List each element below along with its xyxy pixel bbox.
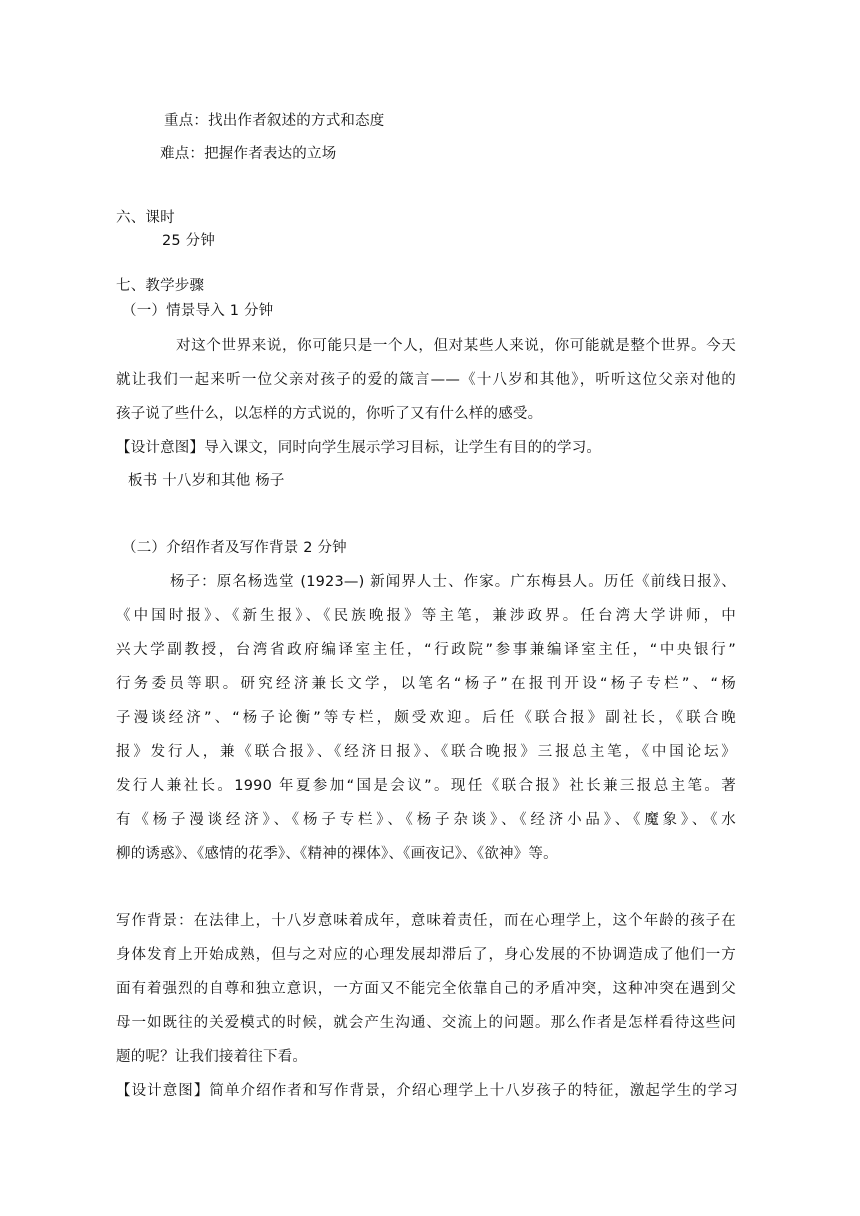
section-heading-class-hours: 六、课时 [116, 210, 175, 226]
author-paragraph-line: 行务委员等职。研究经济兼长文学，以笔名“杨子”在报刊开设“杨子专栏”、“杨 [116, 676, 736, 692]
author-paragraph-line: 发行人兼社长。1990 年夏参加“国是会议”。现任《联合报》社长兼三报总主笔。著 [116, 778, 736, 794]
subsection-intro: （一）情景导入 1 分钟 [122, 303, 274, 319]
author-paragraph-line: 兴大学副教授，台湾省政府编译室主任，“行政院”参事兼编译室主任，“中央银行” [116, 642, 736, 658]
design-intent-2: 【设计意图】简单介绍作者和写作背景，介绍心理学上十八岁孩子的特征，激起学生的学习 [116, 1083, 738, 1099]
background-paragraph-line: 身体发育上开始成熟，但与之对应的心理发展却滞后了，身心发展的不协调造成了他们一方 [116, 947, 736, 963]
difficulty-point: 难点：把握作者表达的立场 [160, 146, 337, 162]
author-paragraph-line: 子漫谈经济”、“杨子论衡”等专栏，颇受欢迎。后任《联合报》副社长，《联合晚 [116, 710, 736, 726]
background-paragraph-line: 母一如既往的关爱模式的时候，就会产生沟通、交流上的问题。那么作者是怎样看待这些问 [116, 1015, 736, 1031]
key-point: 重点：找出作者叙述的方式和态度 [164, 113, 385, 129]
intro-paragraph-line: 对这个世界来说，你可能只是一个人，但对某些人来说，你可能就是整个世界。今天 [176, 338, 736, 354]
subsection-author-background: （二）介绍作者及写作背景 2 分钟 [122, 540, 347, 556]
class-hours-value: 25 分钟 [162, 233, 216, 249]
background-paragraph-line: 面有着强烈的自尊和独立意识，一方面又不能完全依靠自己的矛盾冲突，这种冲突在遇到父 [116, 981, 736, 997]
blackboard-note: 板书 十八岁和其他 杨子 [128, 473, 285, 489]
background-paragraph-line: 题的呢？让我们接着往下看。 [116, 1049, 308, 1065]
intro-paragraph-line: 就让我们一起来听一位父亲对孩子的爱的箴言——《十八岁和其他》，听听这位父亲对他的 [116, 372, 736, 388]
background-paragraph-line: 写作背景：在法律上，十八岁意味着成年，意味着责任，而在心理学上，这个年龄的孩子在 [116, 913, 736, 929]
author-paragraph-line: 有《杨子漫谈经济》、《杨子专栏》、《杨子杂谈》、《经济小品》、《魔象》、《水 [116, 812, 736, 828]
intro-paragraph-line: 孩子说了些什么，以怎样的方式说的，你听了又有什么样的感受。 [116, 406, 543, 422]
author-paragraph-line: 杨子：原名杨选堂 (1923—) 新闻界人士、作家。广东梅县人。历任《前线日报》、 [170, 574, 736, 590]
author-paragraph-line: 《中国时报》、《新生报》、《民族晚报》等主笔，兼涉政界。任台湾大学讲师，中 [116, 608, 736, 624]
author-paragraph-line: 柳的诱惑》、《感情的花季》、《精神的裸体》、《画夜记》、《欲神》等。 [116, 846, 558, 862]
author-paragraph-line: 报》发行人，兼《联合报》、《经济日报》、《联合晚报》三报总主笔，《中国论坛》 [116, 744, 736, 760]
section-heading-teaching-steps: 七、教学步骤 [116, 278, 205, 294]
design-intent-1: 【设计意图】导入课文，同时向学生展示学习目标，让学生有目的的学习。 [116, 440, 602, 456]
